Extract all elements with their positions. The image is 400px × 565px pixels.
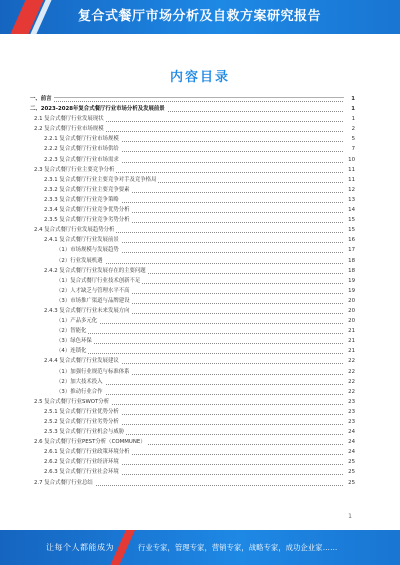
toc-entry-label: （1）复合式餐厅行业技术创新不足 bbox=[30, 278, 142, 284]
toc-entry[interactable] bbox=[30, 336, 355, 346]
toc-entry-label: 2.4.3 复合式餐厅行业未来发展方向 bbox=[30, 308, 132, 314]
toc-entry-page: 14 bbox=[344, 205, 355, 215]
toc-entry-page: 11 bbox=[344, 175, 355, 185]
toc-entry-page: 25 bbox=[344, 478, 355, 488]
toc-entry[interactable] bbox=[30, 326, 355, 336]
toc-entry[interactable] bbox=[30, 467, 355, 477]
report-header-banner bbox=[0, 0, 400, 34]
toc-entry-page: 25 bbox=[344, 457, 355, 467]
report-title: 复合式餐厅市场分析及自救方案研究报告 bbox=[78, 9, 322, 24]
toc-entry-label: （2）加大技术投入 bbox=[30, 379, 105, 385]
toc-entry[interactable] bbox=[30, 165, 355, 175]
toc-leader-dots bbox=[30, 101, 343, 102]
toc-entry-label: 2.5.2 复合式餐厅行业劣势分析 bbox=[30, 419, 121, 425]
toc-entry-label: 2.5.1 复合式餐厅行业优势分析 bbox=[30, 409, 121, 415]
toc-entry-page: 13 bbox=[344, 195, 355, 205]
toc-entry[interactable] bbox=[30, 427, 355, 437]
toc-entry-label: （4）连锁化 bbox=[30, 348, 88, 354]
toc-entry[interactable] bbox=[30, 276, 355, 286]
toc-entry[interactable] bbox=[30, 367, 355, 377]
toc-entry-page: 23 bbox=[344, 397, 355, 407]
toc-heading: 内容目录 bbox=[169, 70, 230, 85]
toc-entry[interactable] bbox=[30, 397, 355, 407]
toc-entry-page: 22 bbox=[344, 367, 355, 377]
toc-entry-page: 18 bbox=[344, 256, 355, 266]
toc-entry-page: 20 bbox=[344, 296, 355, 306]
toc-entry-label: 一、前言 bbox=[30, 96, 52, 102]
toc-entry[interactable] bbox=[30, 195, 355, 205]
toc-entry-page: 20 bbox=[344, 306, 355, 316]
toc-entry-page: 24 bbox=[344, 427, 355, 437]
toc-entry[interactable] bbox=[30, 316, 355, 326]
toc-entry[interactable] bbox=[30, 346, 355, 356]
toc-entry-label: 2.2.3 复合式餐厅行业市场需求 bbox=[30, 157, 121, 163]
toc-entry[interactable] bbox=[30, 377, 355, 387]
toc-entry-label: （1）市场规模与发展趋势 bbox=[30, 247, 121, 253]
toc-entry-page: 21 bbox=[344, 326, 355, 336]
table-of-contents bbox=[30, 94, 355, 488]
toc-entry[interactable] bbox=[30, 94, 355, 104]
footer-slogan-left: 让每个人都能成为 bbox=[46, 543, 114, 552]
toc-entry-label: （3）绿色环保 bbox=[30, 338, 94, 344]
toc-entry[interactable] bbox=[30, 185, 355, 195]
toc-entry-label: 2.3 复合式餐厅行业主要竞争分析 bbox=[30, 167, 116, 173]
toc-entry-label: （1）加强行业规范与标准体系 bbox=[30, 369, 132, 375]
toc-entry-label: 2.6.2 复合式餐厅行业经济环境 bbox=[30, 459, 121, 465]
toc-entry[interactable] bbox=[30, 225, 355, 235]
toc-entry[interactable] bbox=[30, 387, 355, 397]
toc-entry-page: 21 bbox=[344, 346, 355, 356]
toc-entry[interactable] bbox=[30, 235, 355, 245]
page-number: 1 bbox=[348, 513, 352, 520]
toc-entry[interactable] bbox=[30, 104, 355, 114]
toc-entry-page: 18 bbox=[344, 266, 355, 276]
toc-entry-page: 15 bbox=[344, 215, 355, 225]
toc-entry-label: 2.6 复合式餐厅行业PEST分析（COMMUNE） bbox=[30, 439, 148, 445]
toc-entry-page: 24 bbox=[344, 437, 355, 447]
toc-entry-page: 7 bbox=[344, 144, 355, 154]
toc-entry-page: 15 bbox=[344, 225, 355, 235]
toc-entry-label: 2.3.4 复合式餐厅行业竞争优势分析 bbox=[30, 207, 132, 213]
toc-entry-label: 2.7 复合式餐厅行业总结 bbox=[30, 480, 95, 486]
toc-entry-label: 2.3.3 复合式餐厅行业竞争策略 bbox=[30, 197, 121, 203]
toc-entry-page: 19 bbox=[344, 276, 355, 286]
toc-entry-label: 2.2.1 复合式餐厅行业市场规模 bbox=[30, 136, 121, 142]
toc-entry-page: 1 bbox=[344, 94, 355, 104]
toc-entry[interactable] bbox=[30, 407, 355, 417]
toc-entry-page: 12 bbox=[344, 185, 355, 195]
toc-entry-page: 22 bbox=[344, 356, 355, 366]
toc-entry-page: 23 bbox=[344, 417, 355, 427]
toc-entry-page: 17 bbox=[344, 245, 355, 255]
toc-entry-label: （1）产品多元化 bbox=[30, 318, 99, 324]
toc-entry-label: 2.2.2 复合式餐厅行业市场供给 bbox=[30, 146, 121, 152]
toc-entry-page: 22 bbox=[344, 377, 355, 387]
toc-entry[interactable] bbox=[30, 356, 355, 366]
footer-slogan-right: 行业专家，管理专家，营销专家，战略专家，成功企业家…… bbox=[138, 543, 338, 552]
toc-entry[interactable] bbox=[30, 114, 355, 124]
toc-entry-label: 2.4.4 复合式餐厅行业发展建议 bbox=[30, 358, 121, 364]
toc-entry[interactable] bbox=[30, 215, 355, 225]
toc-entry[interactable] bbox=[30, 478, 355, 488]
toc-entry-page: 10 bbox=[344, 155, 355, 165]
toc-entry-label: 2.5 复合式餐厅行业SWOT分析 bbox=[30, 399, 111, 405]
toc-entry[interactable] bbox=[30, 266, 355, 276]
toc-entry-label: 2.6.3 复合式餐厅行业社会环境 bbox=[30, 469, 121, 475]
toc-entry-label: 2.4.1 复合式餐厅行业发展前景 bbox=[30, 237, 121, 243]
toc-entry[interactable] bbox=[30, 437, 355, 447]
toc-entry-page: 23 bbox=[344, 407, 355, 417]
toc-entry[interactable] bbox=[30, 124, 355, 134]
toc-entry-page: 5 bbox=[344, 134, 355, 144]
toc-entry-page: 20 bbox=[344, 316, 355, 326]
report-footer-banner bbox=[0, 530, 400, 565]
toc-entry[interactable] bbox=[30, 155, 355, 165]
toc-entry-label: 2.6.1 复合式餐厅行业政策环境分析 bbox=[30, 449, 132, 455]
toc-entry-page: 1 bbox=[344, 104, 355, 114]
toc-entry-label: （3）市场推广渠道与品牌建设 bbox=[30, 298, 132, 304]
toc-entry-page: 25 bbox=[344, 467, 355, 477]
toc-entry-label: 2.2 复合式餐厅行业市场规模 bbox=[30, 126, 106, 132]
toc-entry[interactable] bbox=[30, 205, 355, 215]
toc-entry-label: （2）智能化 bbox=[30, 328, 88, 334]
toc-entry-page: 1 bbox=[344, 114, 355, 124]
toc-entry[interactable] bbox=[30, 306, 355, 316]
toc-entry[interactable] bbox=[30, 286, 355, 296]
toc-entry-label: （2）人才缺乏与管理水平不高 bbox=[30, 288, 132, 294]
toc-entry-label: 2.1 复合式餐厅行业发展现状 bbox=[30, 116, 106, 122]
toc-entry[interactable] bbox=[30, 417, 355, 427]
toc-entry-label: （3）推动行业合作 bbox=[30, 389, 105, 395]
toc-entry[interactable] bbox=[30, 457, 355, 467]
toc-entry-page: 19 bbox=[344, 286, 355, 296]
toc-entry-page: 11 bbox=[344, 165, 355, 175]
toc-entry-page: 2 bbox=[344, 124, 355, 134]
toc-entry-label: 2.4 复合式餐厅行业发展趋势分析 bbox=[30, 227, 116, 233]
toc-entry-page: 24 bbox=[344, 447, 355, 457]
toc-entry[interactable] bbox=[30, 175, 355, 185]
toc-entry-page: 21 bbox=[344, 336, 355, 346]
toc-entry-label: （2）行业发展机遇 bbox=[30, 258, 105, 264]
toc-entry-page: 22 bbox=[344, 387, 355, 397]
toc-entry-label: 2.3.5 复合式餐厅行业竞争劣势分析 bbox=[30, 217, 132, 223]
toc-entry-label: 二、2023-2028年复合式餐厅行业市场分析及发展前景 bbox=[30, 106, 165, 113]
toc-entry-label: 2.3.1 复合式餐厅行业主要竞争对手及竞争格局 bbox=[30, 177, 158, 183]
toc-entry[interactable] bbox=[30, 245, 355, 255]
toc-entry-label: 2.3.2 复合式餐厅行业主要竞争要素 bbox=[30, 187, 132, 193]
toc-entry[interactable] bbox=[30, 256, 355, 266]
toc-entry-label: 2.5.3 复合式餐厅行业机会与威胁 bbox=[30, 429, 126, 435]
toc-entry[interactable] bbox=[30, 296, 355, 306]
toc-entry-page: 16 bbox=[344, 235, 355, 245]
toc-entry[interactable] bbox=[30, 134, 355, 144]
toc-entry[interactable] bbox=[30, 447, 355, 457]
toc-entry-label: 2.4.2 复合式餐厅行业发展存在的主要问题 bbox=[30, 268, 148, 274]
toc-entry[interactable] bbox=[30, 144, 355, 154]
